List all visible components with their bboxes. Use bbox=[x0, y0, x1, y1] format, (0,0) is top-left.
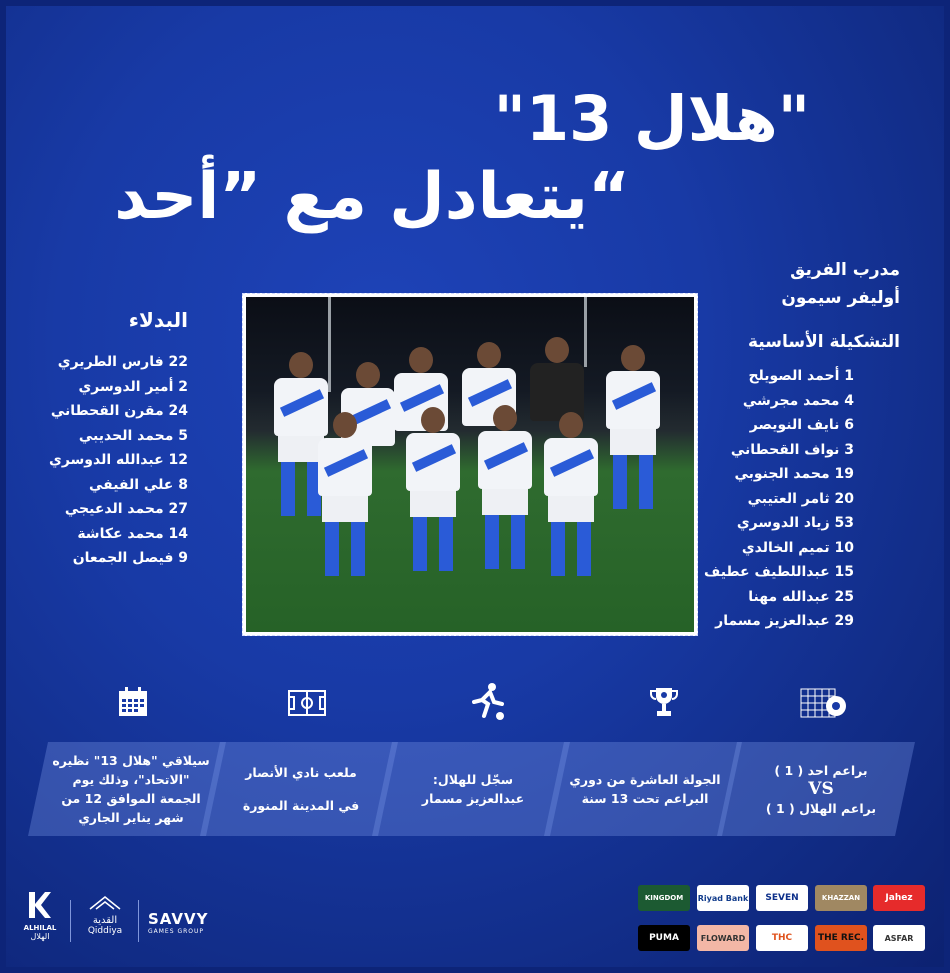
ball-in-net-icon bbox=[800, 688, 848, 724]
sponsor-seven: SEVEN bbox=[756, 885, 808, 911]
alhilal-logo bbox=[22, 890, 58, 941]
card-line: عبدالعزيز مسمار bbox=[421, 791, 525, 806]
card-line: شهر يناير الجاري bbox=[78, 810, 184, 825]
sponsor-kingdom: KINGDOM bbox=[638, 885, 690, 911]
player-figure bbox=[544, 412, 598, 576]
lineup-title: التشكيلة الأساسية bbox=[748, 332, 900, 352]
home-team-score: براعم احد ( 1 ) bbox=[774, 762, 868, 778]
away-team-score: براعم الهلال ( 1 ) bbox=[765, 800, 877, 816]
card-line: الجمعة الموافق 12 من bbox=[61, 791, 201, 806]
player-figure bbox=[318, 412, 372, 576]
card-line: سجّل للهلال: bbox=[432, 772, 514, 787]
sub-player: 27 محمد الدعيجي bbox=[64, 501, 188, 517]
sponsor-riyad-bank: Riyad Bank bbox=[697, 885, 749, 911]
lineup-player: 29 عبدالعزيز مسمار bbox=[715, 613, 854, 629]
player-figure bbox=[606, 345, 660, 509]
info-card-competition bbox=[556, 742, 734, 836]
sponsor-puma: PUMA bbox=[638, 925, 690, 951]
coach-name: أوليفر سيمون bbox=[781, 288, 900, 308]
qiddiya-ar: القدية bbox=[92, 915, 118, 926]
lineup-player: 53 زياد الدوسري bbox=[736, 515, 854, 531]
lineup-player: 20 ثامر العتيبي bbox=[747, 490, 854, 507]
goalkeeper-figure bbox=[530, 337, 584, 421]
sub-player: 22 فارس الطريري bbox=[57, 354, 188, 370]
savvy-name: SAVVY bbox=[148, 910, 209, 928]
lineup-player: 6 نايف النويصر bbox=[749, 417, 854, 433]
lineup-player: 3 نواف القحطاني bbox=[730, 441, 854, 458]
lineup-player: 4 محمد مجرشي bbox=[742, 392, 854, 409]
divider bbox=[70, 900, 71, 942]
title-line-1: "هلال 13" bbox=[493, 82, 810, 155]
lineup-player: 1 أحمد الصويلح bbox=[748, 368, 854, 384]
qiddiya-mark-icon bbox=[88, 895, 122, 911]
vs-label: VS bbox=[808, 778, 834, 799]
lineup-player: 15 عبداللطيف عطيف bbox=[704, 564, 854, 580]
lineup-player: 25 عبدالله مهنا bbox=[748, 588, 854, 605]
savvy-sub: GAMES GROUP bbox=[148, 928, 204, 935]
info-card-next-match bbox=[42, 742, 220, 836]
calendar-icon bbox=[117, 686, 149, 722]
sponsor-the-rec: THE REC. bbox=[815, 925, 867, 951]
title-line-2: يتعادل مع ”أحد“ bbox=[114, 160, 630, 234]
player-figure bbox=[478, 405, 532, 569]
card-line: البراعم تحت 13 سنة bbox=[581, 791, 709, 806]
info-card-result bbox=[732, 742, 910, 836]
sub-player: 24 مقرن القحطاني bbox=[50, 403, 188, 419]
sponsor-khazzan: KHAZZAN bbox=[815, 885, 867, 911]
lineup-player: 10 تميم الخالدي bbox=[741, 539, 854, 556]
card-line: سيلاقي "هلال 13" نظيره bbox=[52, 753, 210, 768]
pitch-icon bbox=[288, 690, 326, 720]
subs-list bbox=[49, 350, 188, 571]
card-line: "الاتحاد"، وذلك يوم bbox=[72, 772, 190, 787]
info-card-venue bbox=[212, 742, 390, 836]
floodlight-pole bbox=[328, 297, 331, 392]
card-line: ملعب نادي الأنصار bbox=[245, 765, 357, 780]
sponsor-thc: THC bbox=[756, 925, 808, 951]
subs-title: البدلاء bbox=[128, 308, 188, 332]
qiddiya-en: Qiddiya bbox=[87, 926, 123, 936]
sub-player: 8 علي الفيفي bbox=[88, 476, 188, 493]
divider bbox=[138, 900, 139, 942]
team-photo-image bbox=[246, 297, 694, 632]
lineup-player: 19 محمد الجنوبي bbox=[734, 466, 854, 482]
info-card-scorer bbox=[384, 742, 562, 836]
sponsor-floward: FLOWARD bbox=[697, 925, 749, 951]
alhilal-crest-icon bbox=[25, 890, 55, 920]
savvy-logo bbox=[148, 910, 208, 935]
card-line: في المدينة المنورة bbox=[242, 798, 360, 813]
kicking-player-icon bbox=[470, 682, 506, 726]
sub-player: 9 فيصل الجمعان bbox=[72, 550, 188, 566]
floodlight-pole bbox=[584, 297, 587, 367]
sub-player: 5 محمد الحديبي bbox=[78, 427, 188, 444]
sponsor-jahez: Jahez bbox=[873, 885, 925, 911]
coach-label: مدرب الفريق bbox=[790, 260, 900, 280]
trophy-icon bbox=[650, 686, 678, 722]
sponsor-asfar: ASFAR bbox=[873, 925, 925, 951]
team-photo bbox=[242, 293, 698, 636]
sub-player: 14 محمد عكاشة bbox=[77, 525, 188, 542]
card-line: الجولة العاشرة من دوري bbox=[569, 772, 721, 787]
alhilal-ar: الهلال bbox=[30, 932, 50, 941]
sub-player: 12 عبدالله الدوسري bbox=[48, 452, 188, 468]
alhilal-en: ALHILAL bbox=[23, 924, 57, 932]
sub-player: 2 أمير الدوسري bbox=[78, 378, 188, 395]
player-figure bbox=[406, 407, 460, 571]
lineup-list bbox=[704, 364, 854, 634]
qiddiya-logo bbox=[80, 895, 130, 936]
